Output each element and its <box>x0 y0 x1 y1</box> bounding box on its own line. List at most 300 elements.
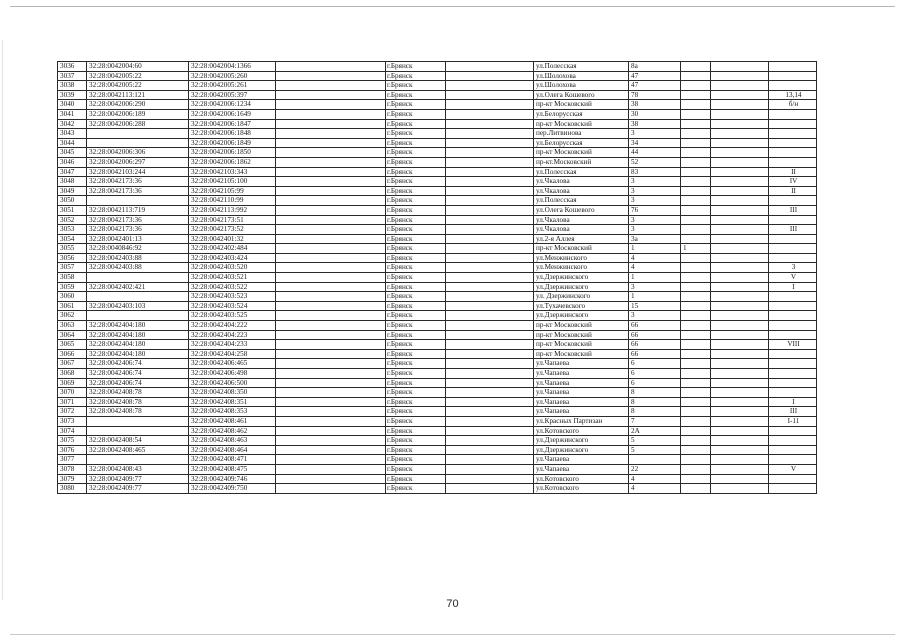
cell-house-number: 8 <box>629 407 681 417</box>
cell-row-number: 3059 <box>58 282 87 292</box>
cell-object-cadastral-number: 32:28:0042403:522 <box>189 282 276 292</box>
cell-blank-col-b <box>446 359 534 369</box>
cell-building-number <box>681 416 711 426</box>
cell-blank-col-a <box>276 474 386 484</box>
cell-land-cadastral-number: 32:28:0042005:22 <box>87 71 189 81</box>
cell-city: г.Брянск <box>386 340 446 350</box>
cell-house-number: 78 <box>629 90 681 100</box>
cell-blank-col-a <box>276 205 386 215</box>
cell-blank-col-a <box>276 225 386 235</box>
cell-blank-col-b <box>446 369 534 379</box>
table-row <box>58 455 817 465</box>
cell-building-number <box>681 369 711 379</box>
cell-land-cadastral-number: 32:28:0042403:88 <box>87 253 189 263</box>
table-row <box>58 436 817 446</box>
cell-row-number: 3069 <box>58 378 87 388</box>
cell-row-number: 3065 <box>58 340 87 350</box>
cell-blank-col-a <box>276 359 386 369</box>
cell-blank-col-c <box>711 464 769 474</box>
cell-house-number: 5 <box>629 445 681 455</box>
cell-building-number <box>681 196 711 206</box>
cell-house-number: 1 <box>629 273 681 283</box>
cell-blank-col-b <box>446 225 534 235</box>
cell-building-number <box>681 225 711 235</box>
cell-house-number: 7 <box>629 416 681 426</box>
cell-blank-col-c <box>711 186 769 196</box>
cell-object-cadastral-number: 32:28:0042006:1862 <box>189 157 276 167</box>
cell-blank-col-b <box>446 455 534 465</box>
cell-house-number: 6 <box>629 378 681 388</box>
cell-blank-col-a <box>276 138 386 148</box>
registry-table-body <box>58 62 817 494</box>
cell-object-cadastral-number: 32:28:0042005:397 <box>189 90 276 100</box>
cell-blank-col-a <box>276 119 386 129</box>
cell-city: г.Брянск <box>386 62 446 72</box>
cell-blank-col-c <box>711 100 769 110</box>
cell-blank-col-a <box>276 369 386 379</box>
cell-house-number: 66 <box>629 330 681 340</box>
cell-city: г.Брянск <box>386 282 446 292</box>
cell-premises-number <box>769 157 817 167</box>
cell-premises-number <box>769 455 817 465</box>
cell-city: г.Брянск <box>386 378 446 388</box>
cell-blank-col-b <box>446 234 534 244</box>
cell-building-number <box>681 273 711 283</box>
cell-house-number: 76 <box>629 205 681 215</box>
cell-street: ул.Дзержинского <box>534 311 629 321</box>
table-row <box>58 177 817 187</box>
cell-object-cadastral-number: 32:28:0042408:461 <box>189 416 276 426</box>
table-row <box>58 138 817 148</box>
cell-blank-col-c <box>711 177 769 187</box>
cell-blank-col-c <box>711 474 769 484</box>
cell-building-number <box>681 177 711 187</box>
cell-object-cadastral-number: 32:28:0042110:99 <box>189 196 276 206</box>
cell-building-number <box>681 234 711 244</box>
table-row <box>58 301 817 311</box>
cell-land-cadastral-number: 32:28:0042406:74 <box>87 359 189 369</box>
cell-blank-col-c <box>711 157 769 167</box>
cell-house-number: 6 <box>629 369 681 379</box>
table-row <box>58 426 817 436</box>
cell-premises-number: I <box>769 282 817 292</box>
table-row <box>58 484 817 494</box>
cell-street: ул.Чапаева <box>534 455 629 465</box>
table-row <box>58 157 817 167</box>
cell-premises-number <box>769 378 817 388</box>
cell-building-number <box>681 474 711 484</box>
cell-object-cadastral-number: 32:28:0042173:52 <box>189 225 276 235</box>
cell-blank-col-b <box>446 109 534 119</box>
cell-street: пр-кт.Московский <box>534 157 629 167</box>
cell-city: г.Брянск <box>386 205 446 215</box>
cell-house-number: 3а <box>629 234 681 244</box>
cell-land-cadastral-number: 32:28:0042006:306 <box>87 148 189 158</box>
cell-street: пр-кт Московский <box>534 148 629 158</box>
cell-land-cadastral-number: 32:28:0042113:719 <box>87 205 189 215</box>
cell-land-cadastral-number: 32:28:0042173:36 <box>87 225 189 235</box>
scan-bottom-edge <box>10 634 895 635</box>
cell-city: г.Брянск <box>386 426 446 436</box>
cell-row-number: 3067 <box>58 359 87 369</box>
cell-premises-number: б/н <box>769 100 817 110</box>
table-row <box>58 148 817 158</box>
cell-blank-col-c <box>711 407 769 417</box>
cell-street: ул.Чкалова <box>534 225 629 235</box>
cell-street: ул.2-я Аллея <box>534 234 629 244</box>
cell-house-number: 3 <box>629 129 681 139</box>
cell-building-number <box>681 81 711 91</box>
cell-street: пр-кт Московский <box>534 119 629 129</box>
cell-street: ул.Дзержинского <box>534 445 629 455</box>
cell-row-number: 3042 <box>58 119 87 129</box>
cell-house-number: 3 <box>629 225 681 235</box>
cell-blank-col-b <box>446 148 534 158</box>
cell-blank-col-b <box>446 186 534 196</box>
cell-blank-col-b <box>446 263 534 273</box>
cell-street: ул.Чапаева <box>534 407 629 417</box>
cell-street: ул.Красных Партизан <box>534 416 629 426</box>
cell-object-cadastral-number: 32:28:0042406:498 <box>189 369 276 379</box>
cell-object-cadastral-number: 32:28:0042403:524 <box>189 301 276 311</box>
cell-building-number <box>681 464 711 474</box>
table-row <box>58 369 817 379</box>
cell-land-cadastral-number: 32:28:0042401:13 <box>87 234 189 244</box>
cell-premises-number <box>769 301 817 311</box>
cell-premises-number: III <box>769 225 817 235</box>
cell-building-number <box>681 445 711 455</box>
cell-row-number: 3036 <box>58 62 87 72</box>
table-row <box>58 464 817 474</box>
cell-building-number <box>681 205 711 215</box>
cell-street: пр-кт Московский <box>534 244 629 254</box>
cell-house-number: 3 <box>629 196 681 206</box>
cell-blank-col-b <box>446 484 534 494</box>
cell-object-cadastral-number: 32:28:0042005:260 <box>189 71 276 81</box>
cell-building-number <box>681 484 711 494</box>
cell-blank-col-b <box>446 474 534 484</box>
cell-blank-col-b <box>446 301 534 311</box>
cell-premises-number <box>769 388 817 398</box>
cell-object-cadastral-number: 32:28:0042006:1649 <box>189 109 276 119</box>
cell-row-number: 3075 <box>58 436 87 446</box>
cell-blank-col-b <box>446 407 534 417</box>
cell-land-cadastral-number: 32:28:0042408:465 <box>87 445 189 455</box>
cell-blank-col-b <box>446 321 534 331</box>
cell-building-number <box>681 119 711 129</box>
table-row <box>58 119 817 129</box>
cell-land-cadastral-number: 32:28:0042006:288 <box>87 119 189 129</box>
cell-blank-col-b <box>446 167 534 177</box>
cell-street: ул.Чкалова <box>534 215 629 225</box>
cell-land-cadastral-number <box>87 455 189 465</box>
cell-blank-col-c <box>711 90 769 100</box>
cell-object-cadastral-number: 32:28:0042408:353 <box>189 407 276 417</box>
cell-building-number <box>681 138 711 148</box>
cell-city: г.Брянск <box>386 407 446 417</box>
cell-row-number: 3048 <box>58 177 87 187</box>
cell-blank-col-a <box>276 455 386 465</box>
cell-city: г.Брянск <box>386 349 446 359</box>
cell-row-number: 3053 <box>58 225 87 235</box>
cell-row-number: 3058 <box>58 273 87 283</box>
cell-city: г.Брянск <box>386 71 446 81</box>
cell-house-number: 47 <box>629 81 681 91</box>
cell-blank-col-a <box>276 244 386 254</box>
cell-city: г.Брянск <box>386 234 446 244</box>
cell-premises-number <box>769 253 817 263</box>
cell-blank-col-a <box>276 321 386 331</box>
cell-object-cadastral-number: 32:28:0042006:1848 <box>189 129 276 139</box>
cell-city: г.Брянск <box>386 301 446 311</box>
cell-building-number <box>681 436 711 446</box>
cell-land-cadastral-number: 32:28:0042406:74 <box>87 378 189 388</box>
cell-building-number <box>681 157 711 167</box>
cell-blank-col-c <box>711 426 769 436</box>
cell-blank-col-c <box>711 311 769 321</box>
cell-house-number: 8 <box>629 397 681 407</box>
cell-blank-col-a <box>276 234 386 244</box>
cell-blank-col-a <box>276 378 386 388</box>
cell-blank-col-a <box>276 273 386 283</box>
table-row <box>58 215 817 225</box>
cell-blank-col-c <box>711 253 769 263</box>
cell-object-cadastral-number: 32:28:0042404:222 <box>189 321 276 331</box>
cell-city: г.Брянск <box>386 177 446 187</box>
cell-house-number: 6 <box>629 359 681 369</box>
cell-premises-number: II <box>769 186 817 196</box>
cell-object-cadastral-number: 32:28:0042403:523 <box>189 292 276 302</box>
cell-blank-col-b <box>446 445 534 455</box>
cell-land-cadastral-number: 32:28:0042404:180 <box>87 349 189 359</box>
cell-building-number <box>681 62 711 72</box>
cell-object-cadastral-number: 32:28:0042408:464 <box>189 445 276 455</box>
cell-row-number: 3070 <box>58 388 87 398</box>
cell-city: г.Брянск <box>386 484 446 494</box>
cell-house-number: 15 <box>629 301 681 311</box>
cell-street: ул.Чкалова <box>534 186 629 196</box>
cell-blank-col-a <box>276 349 386 359</box>
cell-land-cadastral-number: 32:28:0042404:180 <box>87 330 189 340</box>
cell-city: г.Брянск <box>386 474 446 484</box>
cell-city: г.Брянск <box>386 244 446 254</box>
cell-blank-col-c <box>711 340 769 350</box>
cell-row-number: 3072 <box>58 407 87 417</box>
cell-blank-col-c <box>711 484 769 494</box>
cell-land-cadastral-number: 32:28:0042408:78 <box>87 407 189 417</box>
cell-blank-col-b <box>446 397 534 407</box>
cell-land-cadastral-number <box>87 311 189 321</box>
scan-top-edge <box>10 6 895 7</box>
table-row <box>58 407 817 417</box>
cell-blank-col-c <box>711 349 769 359</box>
cell-object-cadastral-number: 32:28:0042406:500 <box>189 378 276 388</box>
cell-row-number: 3074 <box>58 426 87 436</box>
cell-object-cadastral-number: 32:28:0042403:525 <box>189 311 276 321</box>
cell-premises-number: 13,14 <box>769 90 817 100</box>
cell-blank-col-c <box>711 244 769 254</box>
cell-object-cadastral-number: 32:28:0042403:424 <box>189 253 276 263</box>
cell-blank-col-a <box>276 484 386 494</box>
cell-blank-col-a <box>276 263 386 273</box>
table-row <box>58 109 817 119</box>
cell-blank-col-a <box>276 62 386 72</box>
cell-blank-col-c <box>711 119 769 129</box>
cell-premises-number <box>769 436 817 446</box>
cell-house-number: 34 <box>629 138 681 148</box>
cell-house-number: 5 <box>629 436 681 446</box>
cell-blank-col-c <box>711 148 769 158</box>
cell-premises-number <box>769 62 817 72</box>
cell-row-number: 3064 <box>58 330 87 340</box>
cell-street: ул.Чапаева <box>534 397 629 407</box>
cell-row-number: 3079 <box>58 474 87 484</box>
cell-land-cadastral-number: 32:28:0042403:88 <box>87 263 189 273</box>
cell-object-cadastral-number: 32:28:0042006:1849 <box>189 138 276 148</box>
table-row <box>58 378 817 388</box>
cell-premises-number: IV <box>769 177 817 187</box>
cell-blank-col-b <box>446 388 534 398</box>
cell-building-number <box>681 263 711 273</box>
cell-blank-col-b <box>446 100 534 110</box>
table-row <box>58 388 817 398</box>
cell-city: г.Брянск <box>386 225 446 235</box>
cell-land-cadastral-number: 32:28:0042406:74 <box>87 369 189 379</box>
cell-land-cadastral-number <box>87 292 189 302</box>
cell-house-number: 4 <box>629 263 681 273</box>
cell-row-number: 3045 <box>58 148 87 158</box>
cell-object-cadastral-number: 32:28:0042005:261 <box>189 81 276 91</box>
cell-blank-col-c <box>711 71 769 81</box>
cell-blank-col-a <box>276 177 386 187</box>
cell-blank-col-b <box>446 138 534 148</box>
cell-row-number: 3043 <box>58 129 87 139</box>
cell-city: г.Брянск <box>386 167 446 177</box>
cell-blank-col-c <box>711 416 769 426</box>
cell-row-number: 3050 <box>58 196 87 206</box>
cell-street: ул.Котовского <box>534 426 629 436</box>
cell-object-cadastral-number: 32:28:0042173:51 <box>189 215 276 225</box>
cell-city: г.Брянск <box>386 253 446 263</box>
cell-land-cadastral-number: 32:28:0042006:189 <box>87 109 189 119</box>
cell-building-number <box>681 148 711 158</box>
table-row <box>58 167 817 177</box>
cell-building-number <box>681 321 711 331</box>
cell-street: пр-кт Московский <box>534 340 629 350</box>
cell-house-number: 52 <box>629 157 681 167</box>
cell-house-number: 8а <box>629 62 681 72</box>
cell-city: г.Брянск <box>386 81 446 91</box>
cell-street: ул.Чапаева <box>534 369 629 379</box>
cell-blank-col-a <box>276 282 386 292</box>
cell-blank-col-a <box>276 100 386 110</box>
table-row <box>58 62 817 72</box>
cell-row-number: 3044 <box>58 138 87 148</box>
cell-blank-col-c <box>711 301 769 311</box>
cell-land-cadastral-number: 32:28:0042004:60 <box>87 62 189 72</box>
cell-blank-col-c <box>711 359 769 369</box>
cell-city: г.Брянск <box>386 330 446 340</box>
page-number: 70 <box>446 598 459 610</box>
table-row <box>58 282 817 292</box>
cell-premises-number <box>769 196 817 206</box>
cell-blank-col-c <box>711 62 769 72</box>
cell-row-number: 3056 <box>58 253 87 263</box>
cell-land-cadastral-number: 32:28:0042005:22 <box>87 81 189 91</box>
cell-blank-col-b <box>446 71 534 81</box>
cell-street: ул.Менжинского <box>534 263 629 273</box>
table-row <box>58 311 817 321</box>
cell-row-number: 3062 <box>58 311 87 321</box>
cell-land-cadastral-number: 32:28:0042408:78 <box>87 388 189 398</box>
cell-blank-col-c <box>711 273 769 283</box>
cell-blank-col-b <box>446 349 534 359</box>
table-row <box>58 90 817 100</box>
cell-blank-col-c <box>711 282 769 292</box>
cell-object-cadastral-number: 32:28:0042409:750 <box>189 484 276 494</box>
cell-city: г.Брянск <box>386 292 446 302</box>
cell-row-number: 3054 <box>58 234 87 244</box>
cell-blank-col-a <box>276 71 386 81</box>
cell-building-number <box>681 340 711 350</box>
cell-building-number <box>681 100 711 110</box>
cell-city: г.Брянск <box>386 369 446 379</box>
cell-premises-number: I-11 <box>769 416 817 426</box>
cell-house-number: 8 <box>629 388 681 398</box>
cell-street: ул.Полесская <box>534 196 629 206</box>
cell-object-cadastral-number: 32:28:0042408:471 <box>189 455 276 465</box>
cell-blank-col-b <box>446 177 534 187</box>
cell-city: г.Брянск <box>386 263 446 273</box>
cell-object-cadastral-number: 32:28:0042103:343 <box>189 167 276 177</box>
cell-premises-number <box>769 148 817 158</box>
cell-object-cadastral-number: 32:28:0042404:223 <box>189 330 276 340</box>
cell-city: г.Брянск <box>386 215 446 225</box>
cell-blank-col-c <box>711 263 769 273</box>
cell-house-number: 66 <box>629 321 681 331</box>
cell-building-number <box>681 407 711 417</box>
cell-street: ул.Менжинского <box>534 253 629 263</box>
cell-premises-number <box>769 109 817 119</box>
cell-building-number <box>681 330 711 340</box>
cell-street: ул.Тухачевского <box>534 301 629 311</box>
cell-object-cadastral-number: 32:28:0042006:1234 <box>189 100 276 110</box>
cell-land-cadastral-number <box>87 138 189 148</box>
cell-row-number: 3073 <box>58 416 87 426</box>
cell-land-cadastral-number <box>87 273 189 283</box>
cell-land-cadastral-number: 32:28:0042409:77 <box>87 474 189 484</box>
cell-house-number <box>629 455 681 465</box>
cell-premises-number <box>769 138 817 148</box>
cell-building-number <box>681 253 711 263</box>
cell-house-number: 3 <box>629 311 681 321</box>
table-row <box>58 474 817 484</box>
cell-blank-col-c <box>711 330 769 340</box>
cell-city: г.Брянск <box>386 109 446 119</box>
cell-blank-col-c <box>711 234 769 244</box>
cell-street: пр-кт Московский <box>534 100 629 110</box>
cell-city: г.Брянск <box>386 388 446 398</box>
cell-object-cadastral-number: 32:28:0042004:1366 <box>189 62 276 72</box>
cell-blank-col-b <box>446 157 534 167</box>
cell-street: ул.Полесская <box>534 167 629 177</box>
cell-blank-col-a <box>276 196 386 206</box>
cell-row-number: 3051 <box>58 205 87 215</box>
cell-street: пр-кт Московский <box>534 349 629 359</box>
cell-row-number: 3038 <box>58 81 87 91</box>
table-row <box>58 244 817 254</box>
cell-blank-col-a <box>276 340 386 350</box>
